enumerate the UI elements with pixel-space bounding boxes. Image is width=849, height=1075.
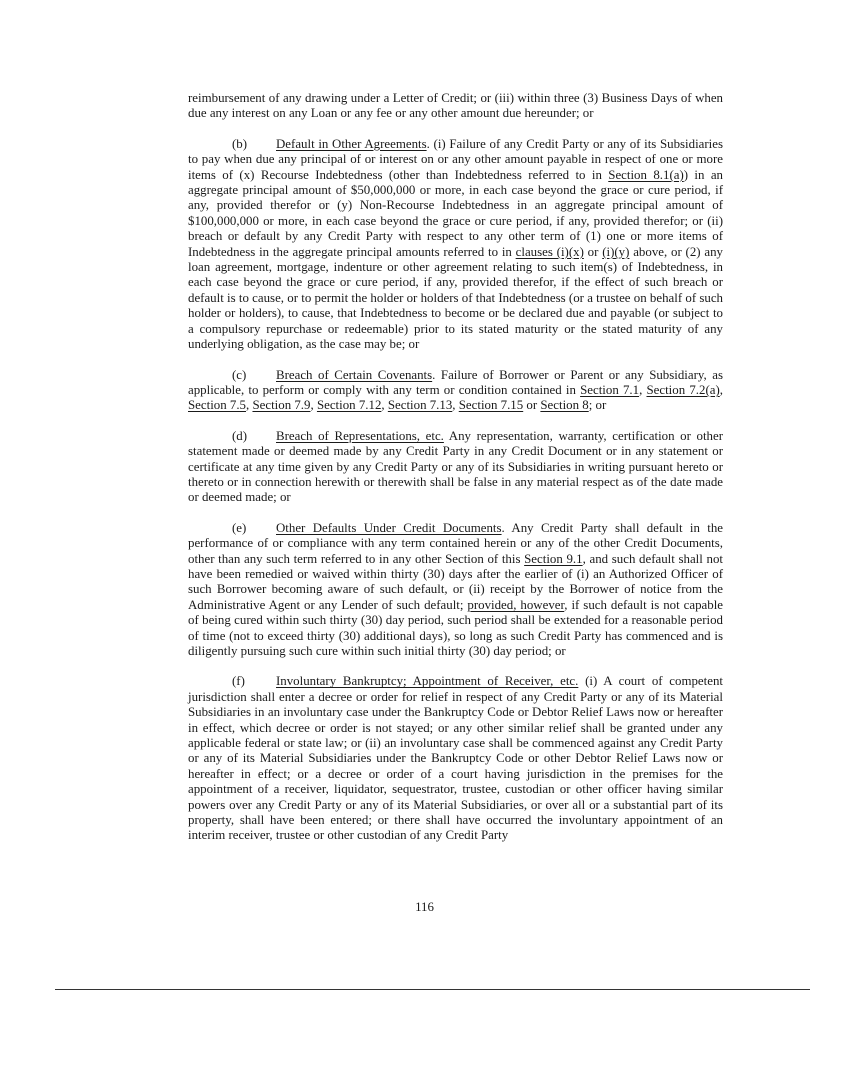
page-number: 116 bbox=[415, 900, 434, 914]
text-run: , and such default shall not have been remedied or waived within thirty (30) days after the earlier of (i) an Authorized Officer of such Borrower becoming aware of such default, or (ii) receipt by the Borrower of notice from the Administrative Agent or any Lender of such default; bbox=[188, 551, 723, 612]
underlined-reference: Section 7.9 bbox=[252, 398, 311, 413]
underlined-reference: Section 9.1 bbox=[524, 551, 583, 566]
underlined-reference: Section 8 bbox=[540, 398, 589, 413]
paragraph-c bbox=[188, 368, 723, 414]
underlined-reference: (i)(y) bbox=[602, 244, 630, 259]
text-run: , bbox=[639, 382, 647, 397]
underlined-reference: Other Defaults Under Credit Documents bbox=[276, 520, 502, 535]
underlined-reference: Section 7.1 bbox=[580, 382, 640, 397]
paragraph-b bbox=[188, 137, 723, 353]
text-run: ; or bbox=[588, 398, 607, 413]
underlined-reference: Breach of Certain Covenants bbox=[276, 367, 433, 382]
underlined-reference: Involuntary Bankruptcy; Appointment of Receiver, etc. bbox=[276, 674, 579, 689]
paragraph-f bbox=[188, 674, 723, 843]
text-run: (i) A court of competent jurisdiction shall enter a decree or order for relief in respect of any Credit Party or any of its Material Subsidiaries in an involuntary case under the Bankruptcy Code or Debtor Relief Laws now or hereafter in effect, which decree or order is not stayed; or any other similar relief shall be granted under any applicable federal or state law; or (ii) an involuntary case shall be commenced against any Credit Party or any of its Material Subsidiaries under the Bankruptcy Code or other Debtor Relief Laws now or hereafter in effect; or a decree or order of a court having jurisdiction in the premises for the appointment of a receiver, liquidator, sequestrator, trustee, custodian or other officer having similar powers over any Credit Party or any of its Material Subsidiaries, or over all or a substantial part of its property, shall have been entered; or there shall have occurred the involuntary appointment of an interim receiver, trustee or other custodian of any Credit Party bbox=[188, 674, 723, 843]
paragraph-label: (f) bbox=[232, 674, 245, 689]
underlined-reference: Section 7.15 bbox=[458, 398, 524, 413]
underlined-reference: provided, however bbox=[467, 597, 565, 612]
text-run: . (i) Failure of any Credit Party or any of its Subsidiaries to pay when due any principal of or interest on or any other amount payable in respect of one or more items of (x) Recourse Indebtedness (other than Indebtedness referred to in bbox=[188, 136, 723, 182]
paragraph-d bbox=[188, 429, 723, 506]
paragraph-label: (d) bbox=[232, 428, 248, 443]
paragraph-label: (c) bbox=[232, 367, 247, 382]
text-run: or bbox=[523, 398, 541, 413]
text-run: Any representation, warranty, certification or other statement made or deemed made by any Credit Party in any Credit Document or in any statement or certificate at any time given by any Credit Party or any of its Subsidiaries in writing pursuant hereto or thereto or in connection herewith or therewith shall be false in any material respect as of the date made or deemed made; or bbox=[188, 428, 723, 505]
underlined-reference: Section 7.5 bbox=[188, 398, 247, 413]
text-run: , bbox=[719, 382, 723, 397]
underlined-reference: Default in Other Agreements bbox=[276, 136, 427, 151]
underlined-reference: Section 7.2(a) bbox=[646, 382, 720, 397]
text-run: . Any Credit Party shall default in the performance of or compliance with any term contained herein or any of the other Credit Documents, other than any such term referred to in any other Section of this bbox=[188, 520, 723, 566]
text-run: , bbox=[246, 398, 253, 413]
underlined-reference: Section 7.13 bbox=[387, 398, 453, 413]
text-run: , bbox=[381, 398, 388, 413]
text-run: , bbox=[310, 398, 317, 413]
paragraph-label: (b) bbox=[232, 136, 248, 151]
text-run: or bbox=[583, 244, 603, 259]
underlined-reference: Section 7.12 bbox=[316, 398, 382, 413]
text-run: ) in an aggregate principal amount of $50,000,000 or more, in each case beyond the grace or cure period, if any, provided therefor or (y) Non-Recourse Indebtedness in an aggregate principal amount of $100,000,000 or more, in each case beyond the grace or cure period, if any, provided therefor; or (ii) breach or default by any Credit Party with respect to any other term of (1) one or more items of Indebtedness in the aggregate principal amounts referred to in bbox=[188, 167, 724, 259]
text-run: reimbursement of any drawing under a Letter of Credit; or (iii) within three (3) Business Days of when due any interest on any Loan or any fee or any other amount due hereunder; or bbox=[188, 91, 723, 121]
text-run: . Failure of Borrower or Parent or any Subsidiary, as applicable, to perform or comply with any term or condition contained in bbox=[188, 367, 723, 397]
footer-divider bbox=[55, 989, 810, 990]
text-run: , bbox=[452, 398, 459, 413]
paragraph-cont bbox=[188, 91, 723, 122]
underlined-reference: Section 8.1(a) bbox=[608, 167, 684, 182]
paragraph-label: (e) bbox=[232, 520, 247, 535]
text-run: above, or (2) any loan agreement, mortgage, indenture or other agreement relating to such item(s) of Indebtedness, in each case beyond the grace or cure period, if any, provided therefor, if the effect of such breach or default is to cause, or to permit the holder or holders of that Indebtedness (or a trustee on behalf of such holder or holders), to cause, that Indebtedness to become or be declared due and payable (or subject to a compulsory repurchase or redeemable) prior to its stated maturity or the stated maturity of any underlying obligation, as the case may be; or bbox=[188, 244, 723, 352]
underlined-reference: Breach of Representations, etc. bbox=[276, 428, 444, 443]
paragraph-e bbox=[188, 521, 723, 660]
document-body bbox=[188, 91, 723, 859]
underlined-reference: clauses (i)(x) bbox=[515, 244, 584, 259]
text-run: , if such default is not capable of being cured within such thirty (30) day period, such period shall be extended for a reasonable period of time (not to exceed thirty (30) additional days), so long as such Credit Party has commenced and is diligently pursuing such cure within such initial thirty (30) day period; or bbox=[188, 597, 723, 658]
